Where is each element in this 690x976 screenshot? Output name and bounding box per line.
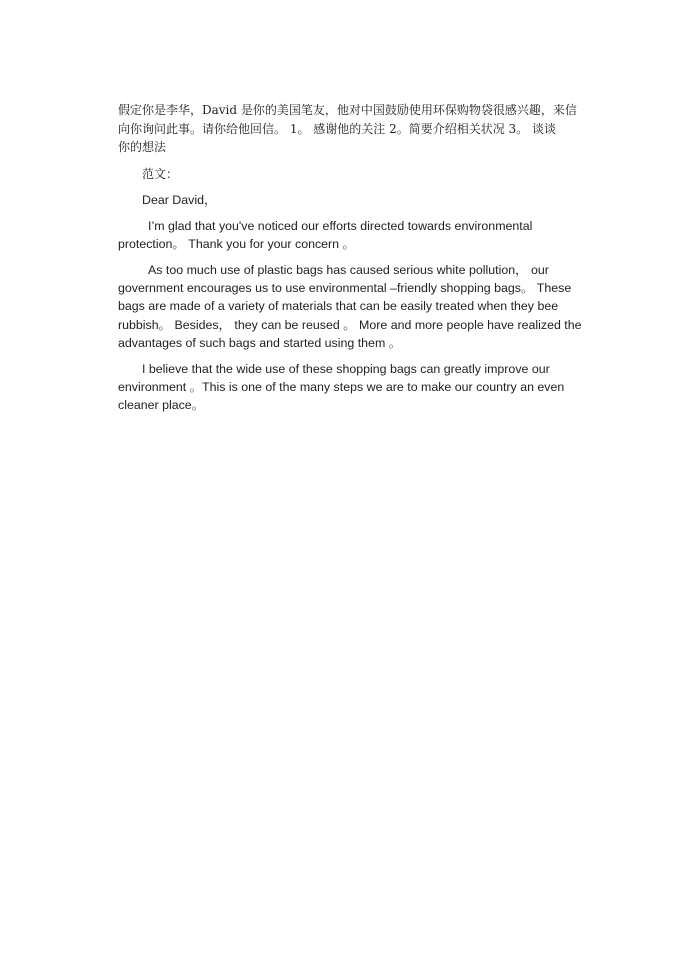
sample-essay-label: 范文： [142,166,179,181]
prompt-line: 你的想法 [118,140,167,154]
paragraph-line: advantages of such bags and started using them 。 [118,335,402,350]
letter-paragraph-1 [118,217,586,253]
paragraph-line: environment 。This is one of the many steps we are to make our country an even [118,380,565,395]
paragraph-line: As too much use of plastic bags has caused serious white pollution， our [148,262,549,277]
document-body [118,101,586,423]
paragraph-line: I believe that the wide use of these shopping bags can greatly improve our [142,361,550,376]
letter-paragraph-2 [118,261,586,352]
letter-greeting: Dear David， [142,192,217,207]
paragraph-line: cleaner place。 [118,398,205,413]
letter-paragraph-3 [118,360,586,415]
paragraph-line: rubbish。 Besides， they can be reused 。 More and more people have realized the [118,317,582,332]
paragraph-line: government encourages us to use environmental –friendly shopping bags。 These [118,281,572,296]
paragraph-line: bags are made of a variety of materials that can be easily treated when they bee [118,299,559,314]
prompt-line: 向你询问此事。请你给他回信。 1。 感谢他的关注 2。简要介绍相关状况 3。 谈谈 [118,121,556,136]
paragraph-line: protection。 Thank you for your concern 。 [118,236,355,251]
prompt-line: 假定你是李华，David 是你的美国笔友，他对中国鼓励使用环保购物袋很感兴趣，来信 [118,103,577,117]
task-prompt [118,101,586,157]
paragraph-line: I’m glad that you've noticed our efforts directed towards environmental [148,218,533,233]
